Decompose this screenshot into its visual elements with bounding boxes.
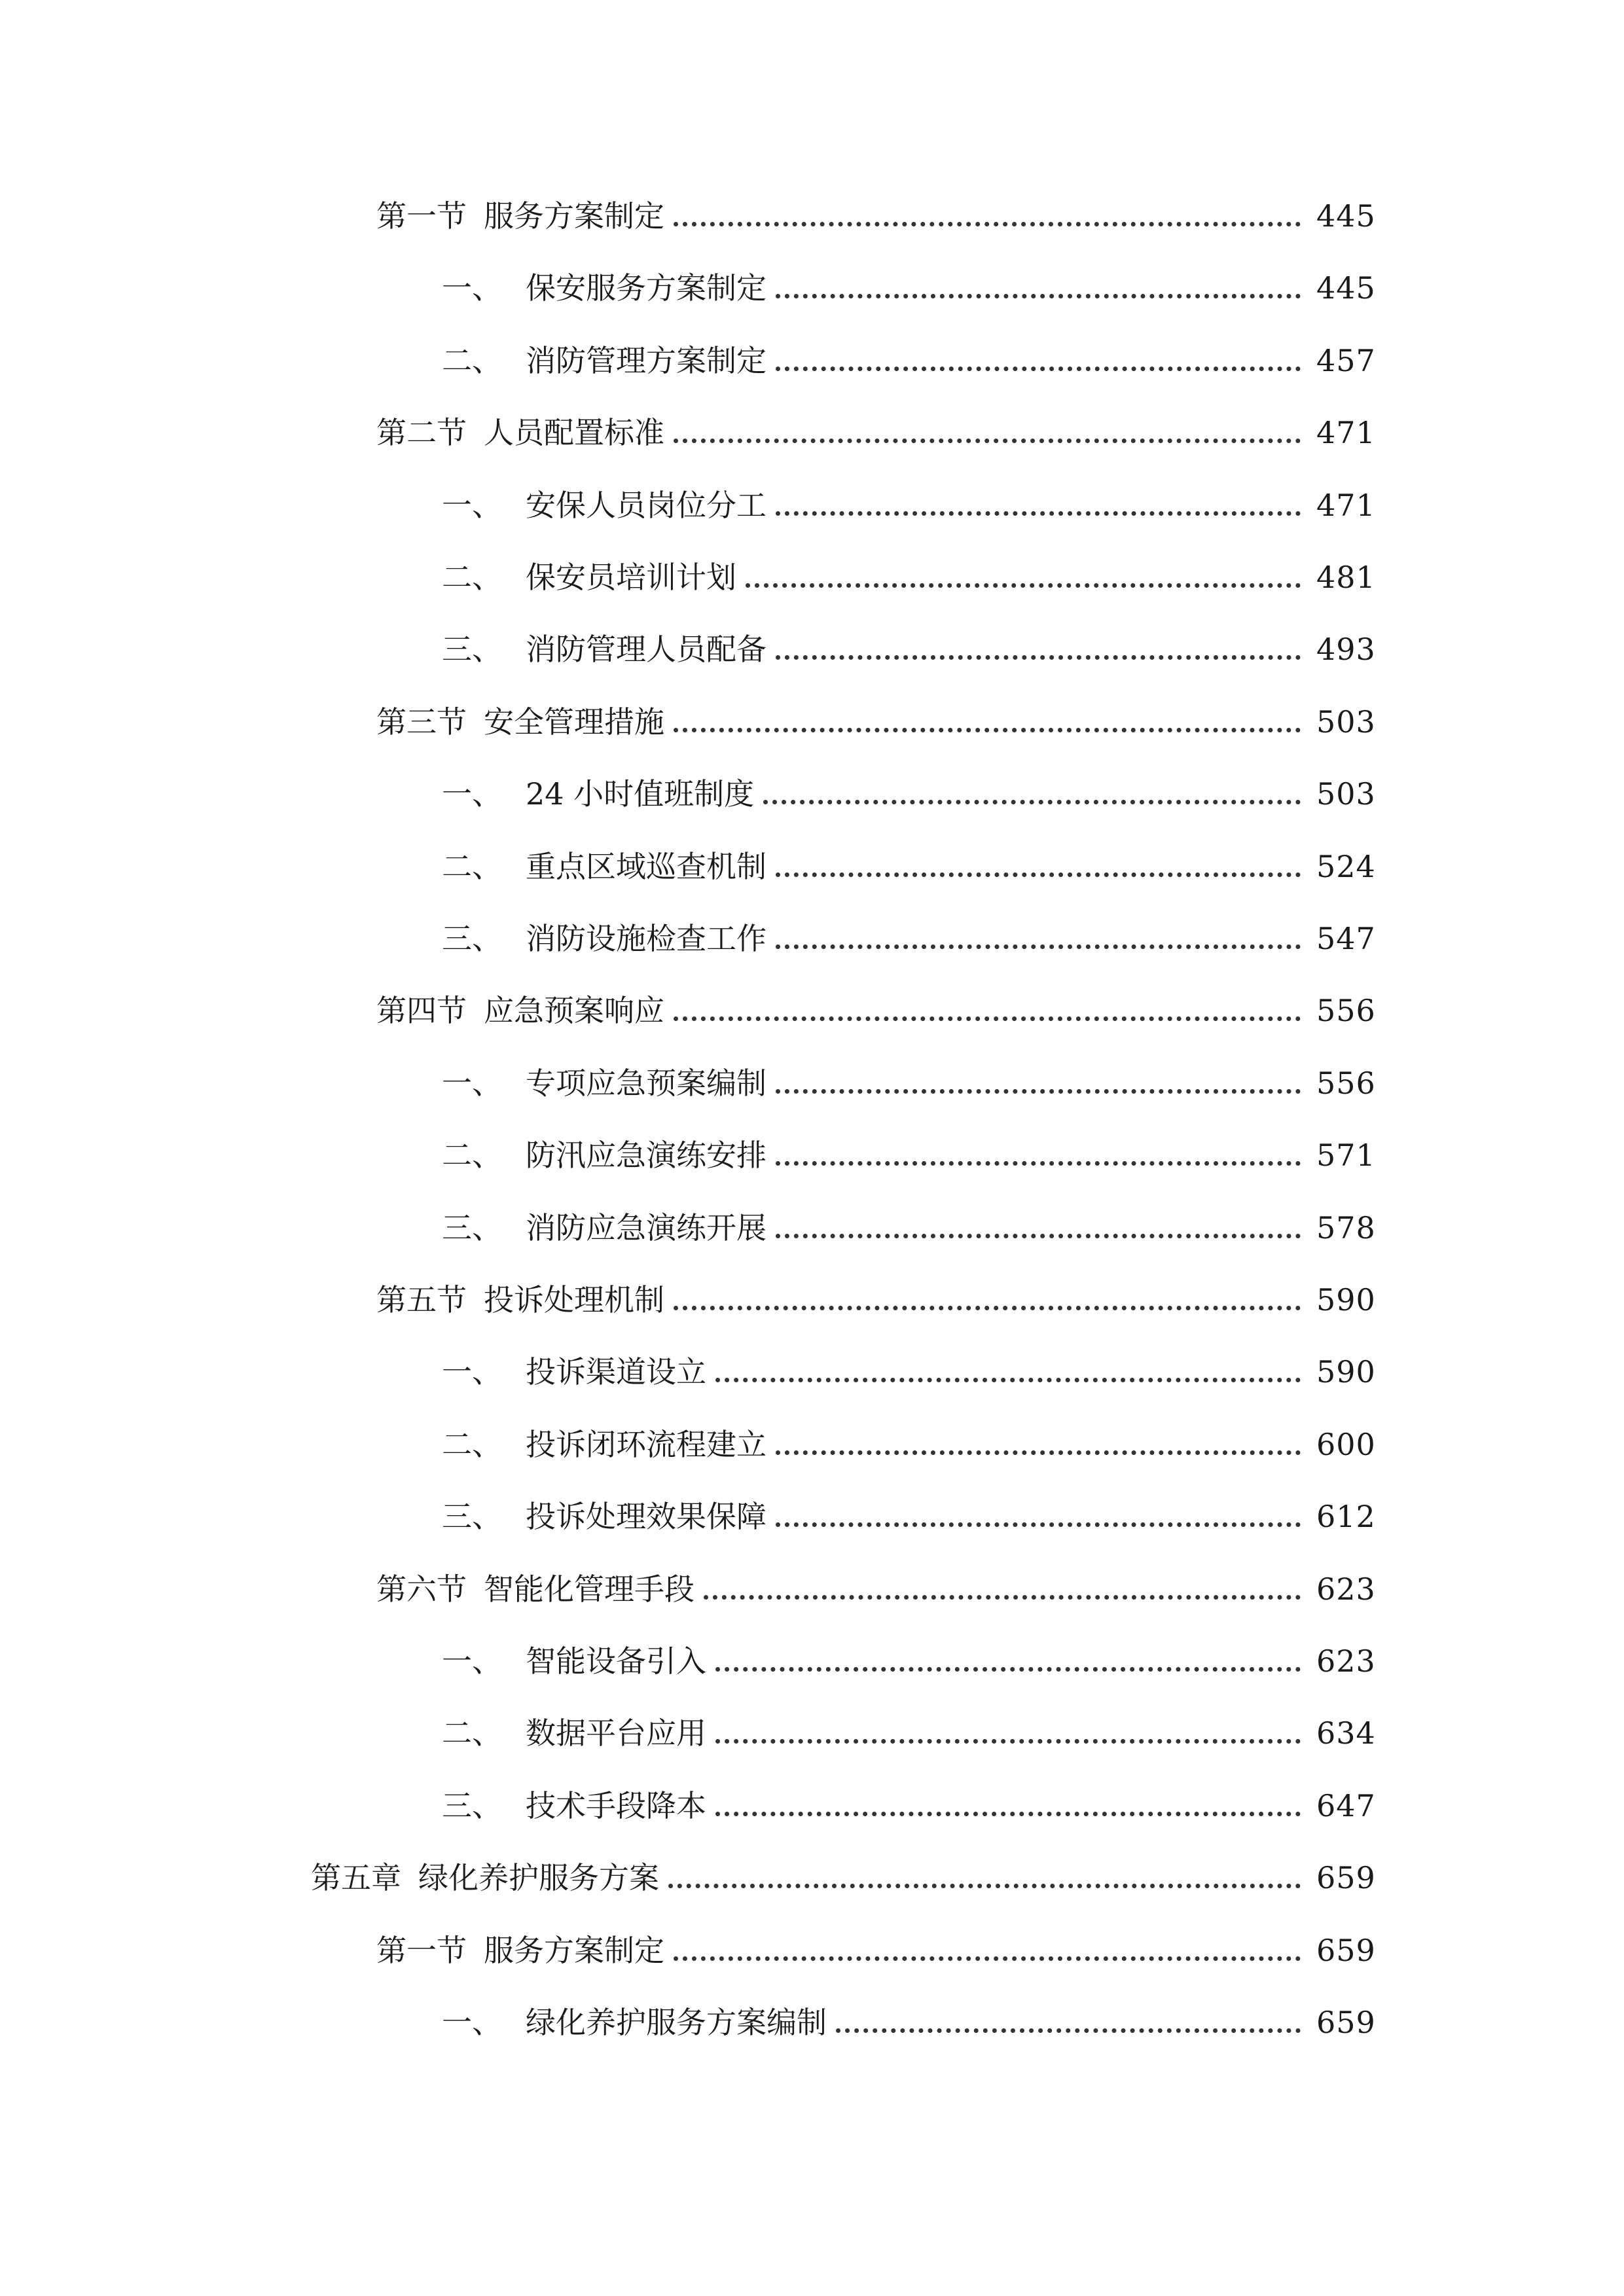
toc-dot-leader [715, 1378, 1301, 1382]
toc-entry-number: 一、 [442, 1643, 502, 1679]
toc-page-number: 600 [1316, 1427, 1376, 1462]
toc-subsection-entry[interactable] [442, 1707, 1376, 1753]
toc-entry-label [442, 1064, 767, 1103]
toc-entry-label [442, 558, 736, 597]
toc-entry-title: 消防管理人员配备 [526, 632, 767, 667]
toc-page-number: 590 [1316, 1282, 1376, 1318]
toc-entry-title: 投诉处理效果保障 [526, 1499, 767, 1534]
toc-subsection-entry[interactable] [442, 479, 1376, 525]
toc-entry-label [376, 196, 664, 236]
toc-page-number: 647 [1316, 1788, 1376, 1823]
toc-entry-number: 二、 [442, 1427, 502, 1462]
toc-entry-number: 一、 [442, 270, 502, 306]
toc-entry-title: 人员配置标准 [484, 415, 664, 450]
toc-page-number: 503 [1316, 704, 1376, 740]
toc-entry-title: 保安员培训计划 [526, 560, 736, 595]
toc-page-number: 634 [1316, 1715, 1376, 1751]
toc-entry-number: 二、 [442, 560, 502, 595]
toc-entry-label [442, 1425, 767, 1464]
toc-section-entry[interactable] [376, 1563, 1376, 1609]
toc-entry-number: 三、 [442, 1499, 502, 1534]
toc-entry-label [442, 1136, 767, 1175]
toc-entry-title: 服务方案制定 [484, 1933, 664, 1968]
toc-entry-number: 第五节 [376, 1282, 467, 1318]
toc-page-number: 471 [1316, 415, 1376, 450]
toc-dot-leader [776, 1089, 1301, 1094]
toc-subsection-entry[interactable] [442, 1129, 1376, 1175]
toc-entry-number: 一、 [442, 776, 502, 812]
toc-entry-title: 消防设施检查工作 [526, 921, 767, 956]
toc-subsection-entry[interactable] [442, 551, 1376, 597]
toc-entry-label [311, 1858, 659, 1897]
toc-dot-leader [668, 1884, 1301, 1888]
toc-page-number: 659 [1316, 1933, 1376, 1968]
toc-page-number: 445 [1316, 198, 1376, 234]
toc-page-number: 445 [1316, 270, 1376, 306]
toc-dot-leader [776, 1450, 1301, 1455]
toc-section-entry[interactable] [376, 984, 1376, 1030]
toc-section-entry[interactable] [376, 1924, 1376, 1970]
toc-dot-leader [776, 511, 1301, 516]
toc-subsection-entry[interactable] [442, 840, 1376, 886]
toc-entry-number: 一、 [442, 488, 502, 523]
toc-subsection-entry[interactable] [442, 912, 1376, 958]
toc-dot-leader [776, 655, 1301, 660]
toc-page-number: 547 [1316, 921, 1376, 956]
toc-dot-leader [674, 1306, 1301, 1310]
toc-entry-title: 绿化养护服务方案编制 [526, 2005, 827, 2040]
toc-page-number: 556 [1316, 1066, 1376, 1101]
toc-entry-number: 三、 [442, 1788, 502, 1823]
toc-entry-label [442, 630, 767, 669]
toc-dot-leader [674, 1016, 1301, 1021]
toc-page-number: 556 [1316, 993, 1376, 1028]
toc-dot-leader [674, 1956, 1301, 1961]
toc-page-number: 659 [1316, 2005, 1376, 2040]
toc-subsection-entry[interactable] [442, 1780, 1376, 1825]
toc-entry-label [376, 991, 664, 1030]
toc-page-number: 590 [1316, 1354, 1376, 1390]
toc-section-entry[interactable] [376, 190, 1376, 236]
toc-entry-number: 第二节 [376, 415, 467, 450]
toc-entry-number: 二、 [442, 1715, 502, 1751]
toc-entry-label [376, 702, 664, 742]
toc-entry-title: 绿化养护服务方案 [418, 1860, 659, 1895]
toc-dot-leader [715, 1812, 1301, 1816]
toc-entry-number: 第五章 [311, 1860, 401, 1895]
toc-entry-title: 重点区域巡查机制 [526, 849, 767, 884]
toc-dot-leader [674, 439, 1301, 443]
toc-entry-title: 专项应急预案编制 [526, 1066, 767, 1101]
toc-entry-number: 一、 [442, 2005, 502, 2040]
toc-subsection-entry[interactable] [442, 623, 1376, 669]
toc-entry-label [376, 1931, 664, 1970]
toc-entry-label [442, 1641, 706, 1681]
toc-dot-leader [763, 800, 1301, 804]
toc-entry-title: 应急预案响应 [484, 993, 664, 1028]
toc-entry-label [376, 413, 664, 452]
toc-page-number: 493 [1316, 632, 1376, 667]
toc-entry-label [442, 774, 754, 814]
toc-page-number: 571 [1316, 1138, 1376, 1173]
toc-subsection-entry[interactable] [442, 334, 1376, 380]
toc-subsection-entry[interactable] [442, 1057, 1376, 1103]
toc-entry-number: 一、 [442, 1066, 502, 1101]
toc-subsection-entry[interactable] [442, 1418, 1376, 1464]
toc-entry-number: 二、 [442, 343, 502, 378]
toc-page-number: 623 [1316, 1643, 1376, 1679]
toc-subsection-entry[interactable] [442, 1202, 1376, 1247]
toc-page-number: 471 [1316, 488, 1376, 523]
toc-entry-label [442, 847, 767, 886]
toc-dot-leader [715, 1739, 1301, 1744]
toc-entry-number: 二、 [442, 1138, 502, 1173]
toc-entry-title: 投诉渠道设立 [526, 1354, 706, 1390]
toc-page-number: 481 [1316, 560, 1376, 595]
toc-dot-leader [776, 367, 1301, 371]
toc-entry-label [376, 1280, 664, 1319]
toc-entry-label [442, 268, 767, 308]
toc-entry-label [442, 2003, 827, 2042]
toc-entry-title: 智能化管理手段 [484, 1571, 695, 1607]
toc-subsection-entry[interactable] [442, 1346, 1376, 1391]
toc-entry-title: 保安服务方案制定 [526, 270, 767, 306]
toc-entry-title: 投诉闭环流程建立 [526, 1427, 767, 1462]
toc-entry-number: 第一节 [376, 198, 467, 234]
toc-entry-label [442, 341, 767, 380]
toc-dot-leader [674, 222, 1301, 226]
toc-dot-leader [776, 872, 1301, 877]
toc-dot-leader [776, 1234, 1301, 1238]
toc-entry-number: 第四节 [376, 993, 467, 1028]
toc-entry-title: 智能设备引入 [526, 1643, 706, 1679]
toc-entry-label [442, 1786, 706, 1825]
toc-entry-title: 安全管理措施 [484, 704, 664, 740]
toc-entry-title: 消防应急演练开展 [526, 1210, 767, 1246]
toc-dot-leader [776, 1522, 1301, 1527]
toc-subsection-entry[interactable] [442, 1635, 1376, 1681]
toc-dot-leader [776, 1161, 1301, 1166]
toc-dot-leader [776, 294, 1301, 298]
toc-subsection-entry[interactable] [442, 768, 1376, 814]
toc-page-number: 503 [1316, 776, 1376, 812]
toc-subsection-entry[interactable] [442, 1490, 1376, 1536]
toc-entry-title: 服务方案制定 [484, 198, 664, 234]
toc-dot-leader [715, 1667, 1301, 1672]
toc-dot-leader [776, 944, 1301, 949]
toc-entry-label [442, 1497, 767, 1536]
toc-page-number: 659 [1316, 1860, 1376, 1895]
toc-subsection-entry[interactable] [442, 1996, 1376, 2042]
toc-dot-leader [746, 583, 1301, 588]
toc-entry-label [442, 1713, 706, 1753]
toc-section-entry[interactable] [376, 406, 1376, 452]
toc-page-number: 623 [1316, 1571, 1376, 1607]
toc-section-entry[interactable] [376, 1274, 1376, 1319]
toc-entry-label [376, 1570, 695, 1609]
toc-subsection-entry[interactable] [442, 262, 1376, 308]
toc-entry-number: 二、 [442, 849, 502, 884]
toc-page-number: 578 [1316, 1210, 1376, 1246]
toc-entry-number: 三、 [442, 921, 502, 956]
toc-entry-title: 防汛应急演练安排 [526, 1138, 767, 1173]
toc-entry-number: 一、 [442, 1354, 502, 1390]
toc-dot-leader [704, 1595, 1301, 1600]
toc-entry-number: 三、 [442, 1210, 502, 1246]
toc-entry-title: 数据平台应用 [526, 1715, 706, 1751]
toc-entry-number: 第三节 [376, 704, 467, 740]
toc-chapter-entry[interactable] [311, 1852, 1376, 1897]
toc-entry-title: 消防管理方案制定 [526, 343, 767, 378]
toc-entry-number: 第一节 [376, 1933, 467, 1968]
toc-entry-label [442, 1352, 706, 1391]
toc-page-number: 612 [1316, 1499, 1376, 1534]
toc-entry-title: 24 小时值班制度 [526, 776, 755, 812]
toc-entry-number: 第六节 [376, 1571, 467, 1607]
toc-page-number: 524 [1316, 849, 1376, 884]
toc-entry-title: 技术手段降本 [526, 1788, 706, 1823]
toc-section-entry[interactable] [376, 696, 1376, 742]
toc-entry-title: 安保人员岗位分工 [526, 488, 767, 523]
toc-entry-label [442, 486, 767, 525]
toc-page-number: 457 [1316, 343, 1376, 378]
toc-dot-leader [836, 2028, 1301, 2033]
toc-entry-label [442, 1208, 767, 1247]
toc-entry-number: 三、 [442, 632, 502, 667]
toc-dot-leader [674, 728, 1301, 732]
toc-entry-title: 投诉处理机制 [484, 1282, 664, 1318]
toc-entry-label [442, 919, 767, 958]
